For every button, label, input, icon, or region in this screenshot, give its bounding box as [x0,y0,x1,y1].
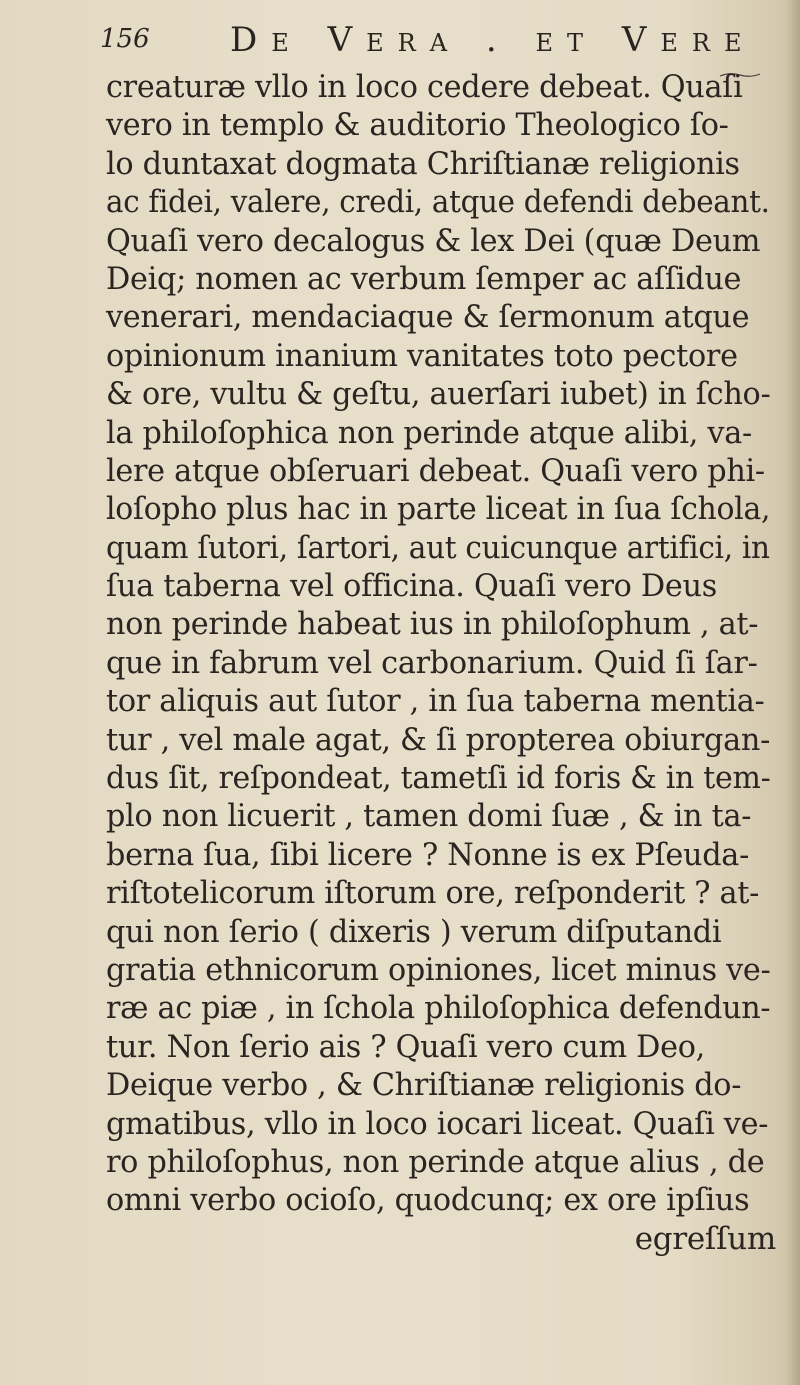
text-line: opinionum inanium vanitates toto pectore [106,337,738,374]
text-line: que in fabrum vel carbonarium. Quid ſi ſar- [106,644,758,681]
page-number: 156 [100,24,150,54]
text-line: quam ſutori, ſartori, aut cuicunque artifici, in [106,529,770,566]
text-line: qui non ſerio ( dixeris ) verum diſputandi [106,913,722,950]
text-line: venerari, mendaciaque & ſermonum atque [106,299,750,336]
text-line: tur , vel male agat, & ſi propterea obiurgan- [106,721,771,758]
text-line: riſtotelicorum iſtorum ore, reſponderit ? at- [106,875,760,912]
text-line: ro philoſophus, non perinde atque alius , de [106,1143,765,1180]
text-line: berna ſua, ſibi licere ? Nonne is ex Pſeuda- [106,836,750,873]
page-header [100,20,756,60]
text-line: tor aliquis aut ſutor , in ſua taberna mentia- [106,683,765,720]
text-line: plo non licuerit , tamen domi ſuæ , & in ta- [106,798,752,835]
text-line: ac fidei, valere, credi, atque defendi debeant. [106,184,770,221]
text-line: ræ ac piæ , in ſchola philoſophica defendun- [106,990,771,1027]
text-line: vero in templo & auditorio Theologico ſo- [106,107,729,144]
text-line: tur. Non ſerio ais ? Quaſi vero cum Deo, [106,1028,706,1065]
text-line: la philoſophica non perinde atque alibi, va- [106,414,752,451]
running-head: De Vera . et Vere [230,20,756,60]
text-line: Quaſi vero decalogus & lex Dei (quæ Deum [106,222,761,259]
text-line: ſua taberna vel officina. Quaſi vero Deus [106,568,717,605]
text-line: non perinde habeat ius in philoſophum , at- [106,606,759,643]
text-line: gratia ethnicorum opiniones, licet minus ve- [106,951,771,988]
text-line: lo duntaxat dogmata Chriſtianæ religionis [106,145,740,182]
catchword: egreſſum [634,1220,776,1257]
text-line: dus ſit, reſpondeat, tametſi id foris & in tem- [106,760,771,797]
text-line: creaturæ vllo in loco cedere debeat. Quaſi [106,69,743,105]
text-line: omni verbo ocioſo, quodcunq; ex ore ipſius [106,1182,750,1219]
body-text [106,68,786,1258]
text-line: lere atque obſeruari debeat. Quaſi vero phi- [106,452,765,489]
text-line: & ore, vultu & geſtu, auerſari iubet) in ſcho- [106,376,771,413]
text-line: loſopho plus hac in parte liceat in ſua ſchola, [106,491,771,528]
text-line: Deique verbo , & Chriſtianæ religionis do- [106,1067,742,1104]
text-line: gmatibus, vllo in loco iocari liceat. Quaſi ve- [106,1105,769,1142]
text-line: Deiq; nomen ac verbum ſemper ac aſſidue [106,260,742,297]
page-edge-shadow [786,0,800,1385]
